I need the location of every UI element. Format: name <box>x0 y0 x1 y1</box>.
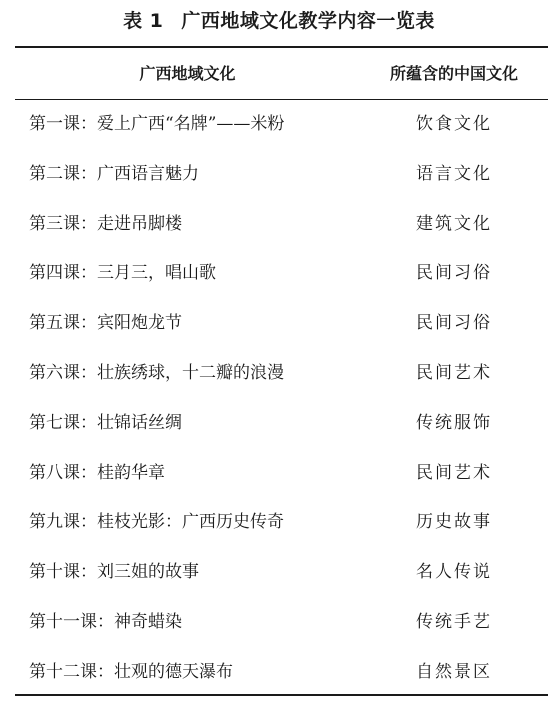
table-row <box>15 498 548 548</box>
culture-cell: 名人传说 <box>416 562 492 583</box>
lesson-cell: 第一课：爱上广西“名牌”——米粉 <box>29 114 285 134</box>
table-caption <box>0 4 558 38</box>
table-row <box>15 648 548 698</box>
table-row <box>15 150 548 200</box>
lesson-cell: 第二课：广西语言魅力 <box>29 163 199 184</box>
culture-cell: 传统服饰 <box>416 412 492 433</box>
lesson-cell: 第九课：桂枝光影：广西历史传奇 <box>29 512 284 533</box>
lesson-cell: 第七课：壮锦话丝绸 <box>29 412 182 433</box>
table-body <box>15 100 548 698</box>
culture-cell: 传统手艺 <box>416 611 492 632</box>
lesson-cell: 第十课：刘三姐的故事 <box>29 562 199 583</box>
table-row <box>15 449 548 499</box>
culture-cell: 饮食文化 <box>416 114 492 134</box>
lesson-cell: 第五课：宾阳炮龙节 <box>29 313 182 334</box>
table-row <box>15 200 548 250</box>
table-title: 广西地域文化教学内容一览表 <box>181 10 435 32</box>
culture-cell: 民间艺术 <box>416 462 492 483</box>
bottom-rule <box>15 694 548 696</box>
lesson-cell: 第六课：壮族绣球，十二瓣的浪漫 <box>29 362 284 383</box>
lesson-cell: 第十二课：壮观的德天瀑布 <box>29 661 233 682</box>
lesson-cell: 第十一课：神奇蜡染 <box>29 611 182 632</box>
column-header-regional-culture: 广西地域文化 <box>139 64 236 83</box>
lesson-cell: 第八课：桂韵华章 <box>29 462 165 483</box>
lesson-cell: 第四课：三月三，唱山歌 <box>29 263 216 284</box>
table-row <box>15 349 548 399</box>
table-number: 表 1 <box>123 10 164 32</box>
table-row <box>15 598 548 648</box>
culture-cell: 民间艺术 <box>416 362 492 383</box>
culture-cell: 自然景区 <box>416 661 492 682</box>
culture-cell: 民间习俗 <box>416 313 492 334</box>
column-header-chinese-culture: 所蕴含的中国文化 <box>389 64 518 83</box>
table-header <box>15 48 548 99</box>
table-row <box>15 299 548 349</box>
table-row <box>15 100 548 150</box>
culture-cell: 民间习俗 <box>416 263 492 284</box>
culture-cell: 建筑文化 <box>416 213 492 234</box>
table-row <box>15 249 548 299</box>
table-row <box>15 399 548 449</box>
culture-cell: 历史故事 <box>416 512 492 533</box>
lesson-cell: 第三课：走进吊脚楼 <box>29 213 182 234</box>
table-row <box>15 548 548 598</box>
culture-cell: 语言文化 <box>416 163 492 184</box>
